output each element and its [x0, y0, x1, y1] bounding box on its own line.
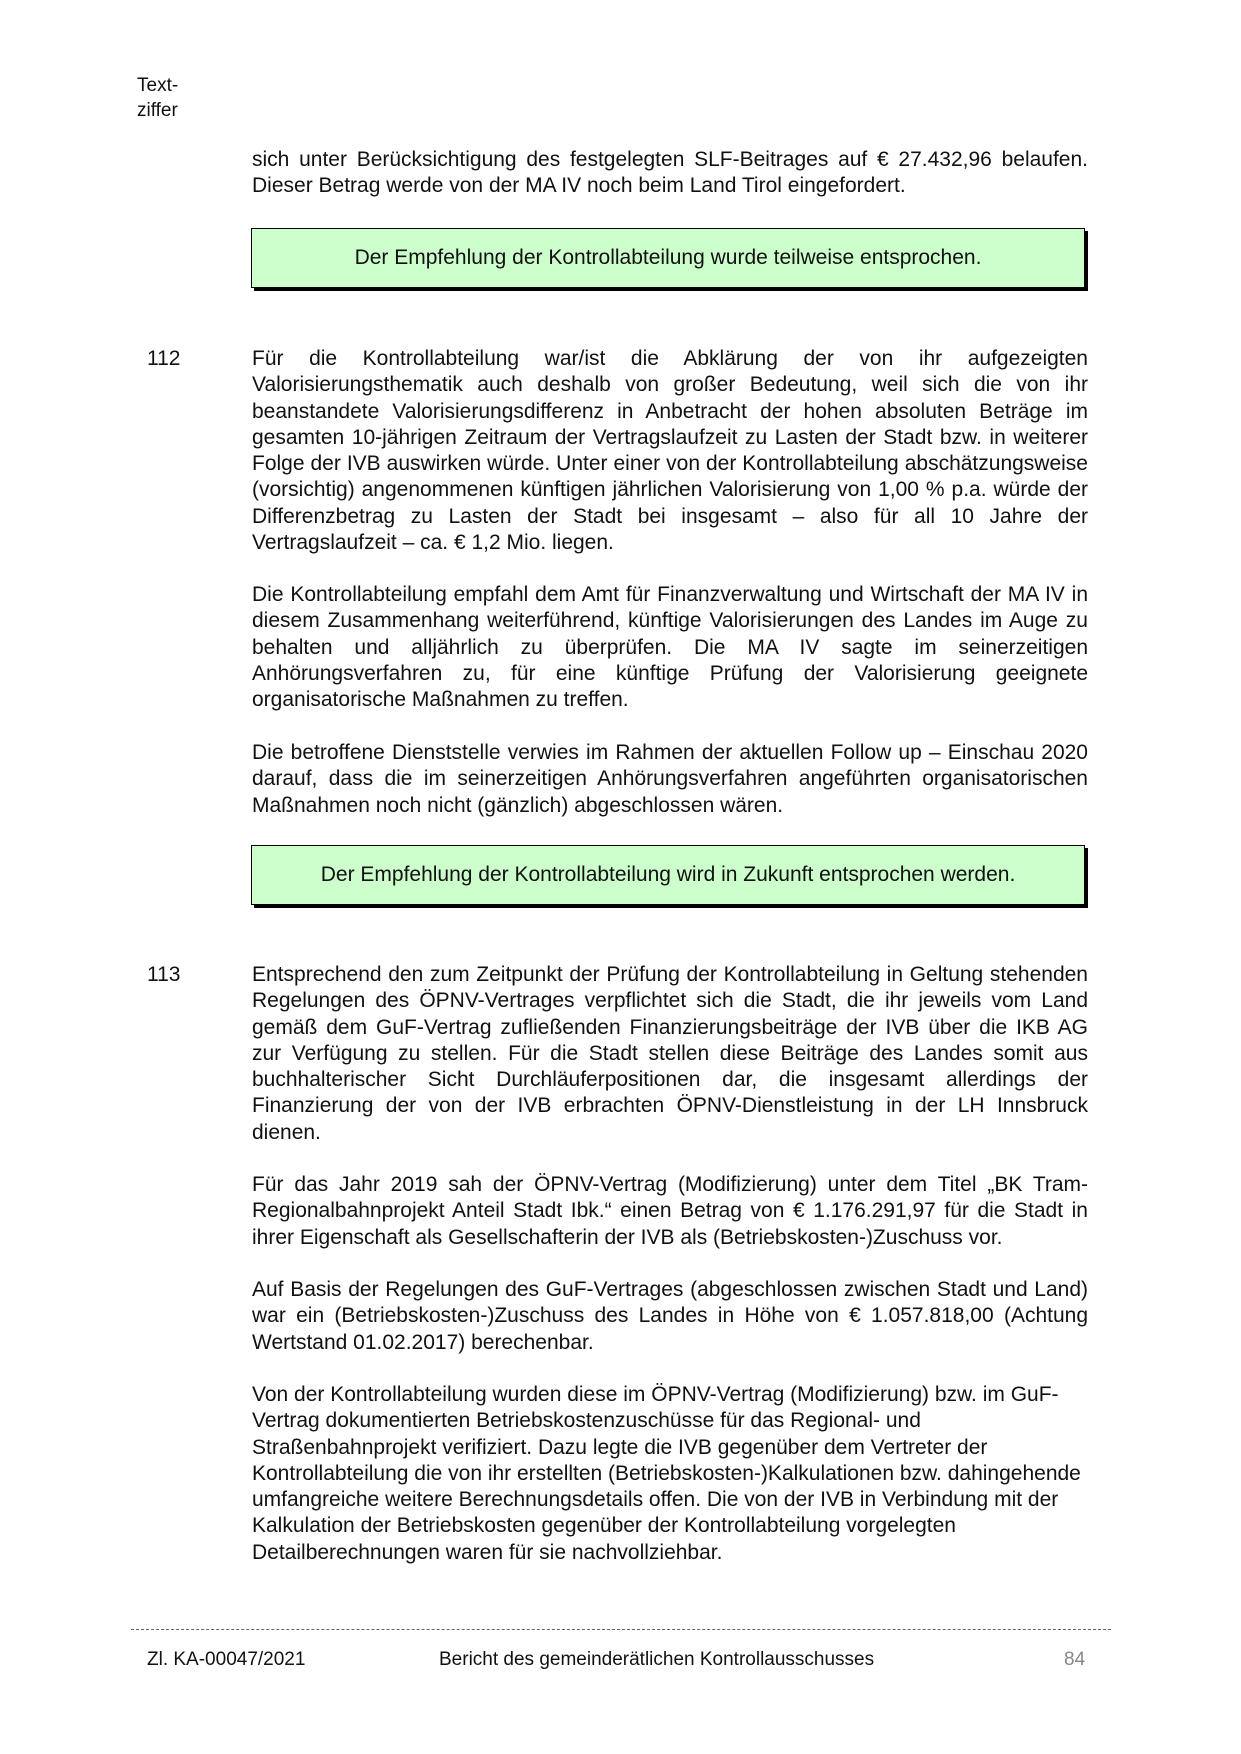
recommendation-box-partial — [251, 228, 1085, 288]
footer-reference: Zl. KA-00047/2021 — [147, 1649, 306, 1670]
recommendation-box-partial-text: Der Empfehlung der Kontrollabteilung wurde teilweise entsprochen. — [354, 246, 982, 269]
intro-paragraph: sich unter Berücksichtigung des festgelegten SLF-Beitrages auf € 27.432,96 belaufen. Dieser Betrag werde von der MA IV noch beim Land Tirol eingefordert. — [252, 148, 1088, 198]
footer-page-number: 84 — [1064, 1649, 1086, 1670]
recommendation-box-future — [251, 845, 1085, 905]
section-113-paragraph-1: Entsprechend den zum Zeitpunkt der Prüfung der Kontrollabteilung in Geltung stehenden Regelungen des ÖPNV-Vertrages verpflichtet sich die Stadt, die ihr jeweils vom Land gemäß dem GuF-Vertrag zufließenden Finanzierungsbeiträge der IVB über die IKB AG zur Verfügung zu stellen. Für die Stadt stellen diese Beiträge des Landes somit aus buchhalterischer Sicht Durchläuferpositionen dar, die insgesamt allerdings der Finanzierung der von der IVB erbrachten ÖPNV-Dienstleistung in der LH Innsbruck dienen. — [252, 963, 1088, 1144]
recommendation-box-future-text: Der Empfehlung der Kontrollabteilung wird in Zukunft entsprochen werden. — [320, 863, 1016, 886]
section-113-paragraph-4: Von der Kontrollabteilung wurden diese im ÖPNV-Vertrag (Modifizierung) bzw. im GuF-Vertrag dokumentierten Betriebskostenzuschüsse für das Regional- und Straßenbahnprojekt verifiziert. Dazu legte die IVB gegenüber dem Vertreter der Kontrollabteilung die von ihr erstellten (Betriebskosten-)Kalkulationen bzw. dahingehende umfangreiche weitere Berechnungsdetails offen. Die von der IVB in Verbindung mit der Kalkulation der Betriebskosten gegenüber der Kontrollabteilung vorgelegten Detailberechnungen waren für sie nachvollziehbar. — [252, 1383, 1081, 1564]
section-112-paragraph-3: Die betroffene Dienststelle verwies im Rahmen der aktuellen Follow up – Einschau 2020 darauf, dass die im seinerzeitigen Anhörungsverfahren angeführten organisatorischen Maßnahmen noch nicht (gänzlich) abgeschlossen wären. — [252, 741, 1088, 817]
textziffer-113: 113 — [147, 963, 181, 986]
section-112-paragraph-1: Für die Kontrollabteilung war/ist die Abklärung der von ihr aufgezeigten Valorisierungsthematik auch deshalb von großer Bedeutung, weil sich die von ihr beanstandete Valorisierungsdifferenz in Anbetracht der hohen absoluten Beträge im gesamten 10-jährigen Zeitraum der Vertragslaufzeit zu Lasten der Stadt bzw. in weiterer Folge der IVB auswirken würde. Unter einer von der Kontrollabteilung abschätzungsweise (vorsichtig) angenommenen künftigen jährlichen Valorisierung von 1,00 % p.a. würde der Differenzbetrag zu Lasten der Stadt bei insgesamt – also für all 10 Jahre der Vertragslaufzeit – ca. € 1,2 Mio. liegen. — [252, 347, 1088, 555]
margin-label-textziffer — [137, 73, 178, 123]
margin-label-line1: Text- — [137, 75, 179, 96]
section-113-paragraph-2: Für das Jahr 2019 sah der ÖPNV-Vertrag (Modifizierung) unter dem Titel „BK Tram-Regionalbahnprojekt Anteil Stadt Ibk.“ einen Betrag von € 1.176.291,97 für die Stadt in ihrer Eigenschaft als Gesellschafterin der IVB als (Betriebskosten-)Zuschuss vor. — [252, 1173, 1088, 1249]
textziffer-112: 112 — [147, 347, 181, 370]
footer-divider — [131, 1629, 1111, 1630]
section-112-paragraph-2: Die Kontrollabteilung empfahl dem Amt für Finanzverwaltung und Wirtschaft der MA IV in diesem Zusammenhang weiterführend, künftige Valorisierungen des Landes im Auge zu behalten und alljährlich zu überprüfen. Die MA IV sagte im seinerzeitigen Anhörungsverfahren zu, für eine künftige Prüfung der Valorisierung geeignete organisatorische Maßnahmen zu treffen. — [252, 583, 1088, 712]
section-113-paragraph-3: Auf Basis der Regelungen des GuF-Vertrages (abgeschlossen zwischen Stadt und Land) war ein (Betriebskosten-)Zuschuss des Landes in Höhe von € 1.057.818,00 (Achtung Wertstand 01.02.2017) berechenbar. — [252, 1278, 1088, 1354]
footer-report-title: Bericht des gemeinderätlichen Kontrollausschusses — [439, 1649, 875, 1670]
margin-label-line2: ziffer — [137, 100, 178, 121]
